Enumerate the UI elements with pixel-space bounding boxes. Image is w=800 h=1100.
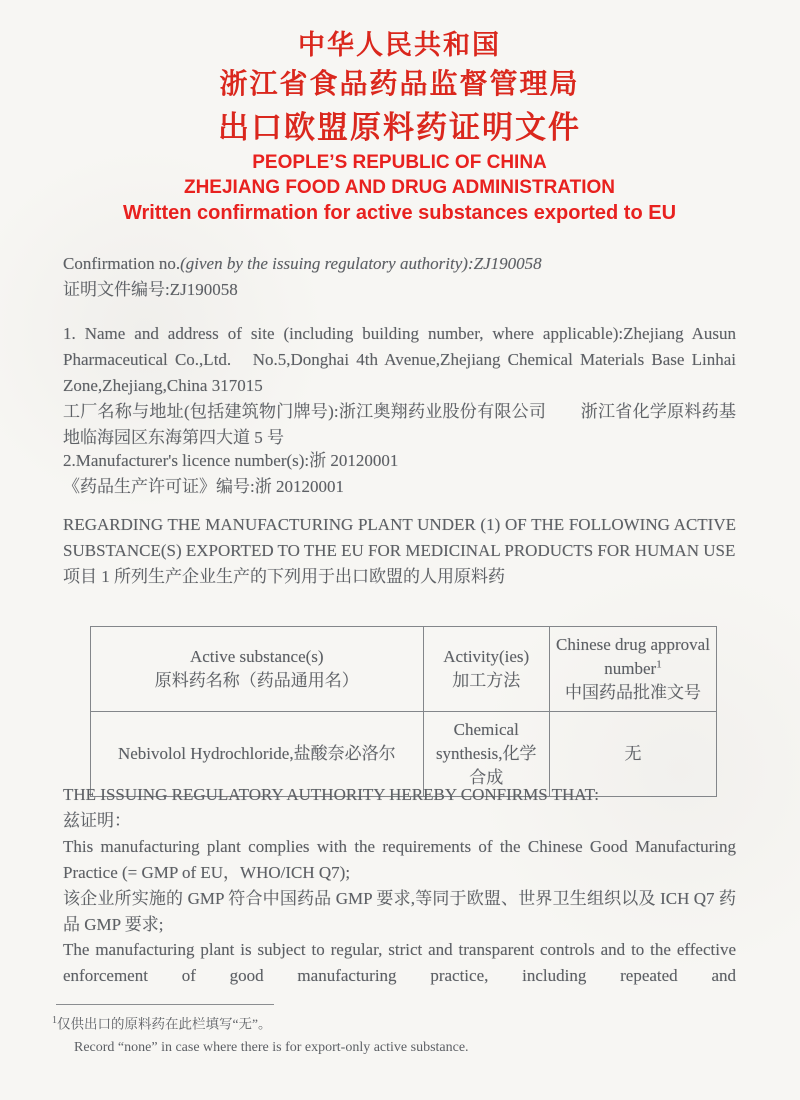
- title-agency-cn: 浙江省食品药品监督管理局: [219, 69, 580, 100]
- confirms-p1-en: This manufacturing plant complies with the requirements of the Chinese Good Manufacturing Practice (= GMP of EU，WHO/ICH Q7);: [63, 837, 736, 882]
- confirmation-issuer-note: (given by the issuing regulatory authority):: [180, 254, 474, 273]
- cell-approval: 无: [549, 712, 716, 797]
- confirmation-number-block: [63, 251, 736, 303]
- confirms-title-en: THE ISSUING REGULATORY AUTHORITY HEREBY CONFIRMS THAT:: [63, 785, 599, 804]
- footnote-ref-icon: 1: [656, 658, 662, 671]
- section-regarding: [63, 512, 736, 590]
- section-licence-number: [63, 448, 736, 500]
- title-document-en: Written confirmation for active substances exported to EU: [122, 202, 677, 224]
- regarding-cn: 项目 1 所列生产企业生产的下列用于出口欧盟的人用原料药: [63, 567, 505, 586]
- header-activity-cn: 加工方法: [452, 671, 521, 690]
- site-address-en: 1. Name and address of site (including building number, where applicable):Zhejiang Ausun Pharmaceutical Co.,Ltd. No.5,Donghai 4th Avenue,Zhejiang Chemical Materials Base Linhai Zone,Zhejiang,China 317015: [63, 324, 736, 395]
- header-activity-en: Activity(ies): [443, 647, 530, 666]
- section-confirms: [63, 782, 736, 938]
- header-activity: [423, 627, 549, 712]
- title-agency-en: ZHEJIANG FOOD AND DRUG ADMINISTRATION: [183, 177, 615, 198]
- header-approval-number-en: Chinese drug approval number$^1$: [556, 635, 710, 678]
- controls-paragraph: The manufacturing plant is subject to regular, strict and transparent controls and to the effective enforcement of good manufacturing practice, including repeated and: [63, 940, 736, 985]
- title-country-en: PEOPLE’S REPUBLIC OF CHINA: [252, 152, 547, 173]
- confirmation-number-line-cn: 证明文件编号:ZJ190058: [63, 280, 238, 299]
- header-approval-number: [549, 627, 716, 712]
- section-site-name-address: [63, 321, 736, 451]
- confirmation-number-line-en: [63, 251, 736, 277]
- footnote-marker: 1: [52, 1015, 57, 1026]
- footnote-block: [52, 1004, 700, 1059]
- confirms-title-cn: 兹证明：: [63, 811, 131, 830]
- cell-substance: Nebivolol Hydrochloride,盐酸奈必洛尔: [91, 712, 424, 797]
- title-country-cn: 中华人民共和国: [298, 30, 501, 60]
- site-address-cn: 工厂名称与地址(包括建筑物门牌号):浙江奥翔药业股份有限公司 浙江省化学原料药基地临海园区东海第四大道 5 号: [63, 402, 736, 447]
- header-active-substance-en: Active substance(s): [189, 647, 324, 666]
- header-active-substance: [91, 627, 424, 712]
- licence-number-en: 2.Manufacturer's licence number(s):浙 20120001: [63, 451, 399, 470]
- title-document-cn: 出口欧盟原料药证明文件: [218, 110, 581, 145]
- footnote-cn: $^1$仅供出口的原料药在此栏填写“无”。: [52, 1015, 272, 1032]
- footnote-en: Record “none” in case where there is for export-only active substance.: [74, 1039, 469, 1055]
- footnote-divider: [56, 1004, 274, 1005]
- active-substance-table: [90, 626, 717, 797]
- header-approval-number-cn: 中国药品批准文号: [564, 683, 701, 702]
- regarding-en: REGARDING THE MANUFACTURING PLANT UNDER (1) OF THE FOLLOWING ACTIVE SUBSTANCE(S) EXPORTED TO THE EU FOR MEDICINAL PRODUCTS FOR HUMAN USE: [63, 515, 736, 560]
- header-active-substance-cn: 原料药名称（药品通用名）: [154, 671, 359, 690]
- confirms-p1-cn: 该企业所实施的 GMP 符合中国药品 GMP 要求,等同于欧盟、世界卫生组织以及 ICH Q7 药品 GMP 要求;: [63, 889, 736, 934]
- cell-activity: Chemical synthesis,化学合成: [423, 712, 549, 797]
- licence-number-cn: 《药品生产许可证》编号:浙 20120001: [63, 477, 344, 496]
- confirmation-number-value: ZJ190058: [473, 254, 542, 273]
- confirmation-label: Confirmation no.: [63, 254, 181, 273]
- table-header-row: [91, 627, 717, 712]
